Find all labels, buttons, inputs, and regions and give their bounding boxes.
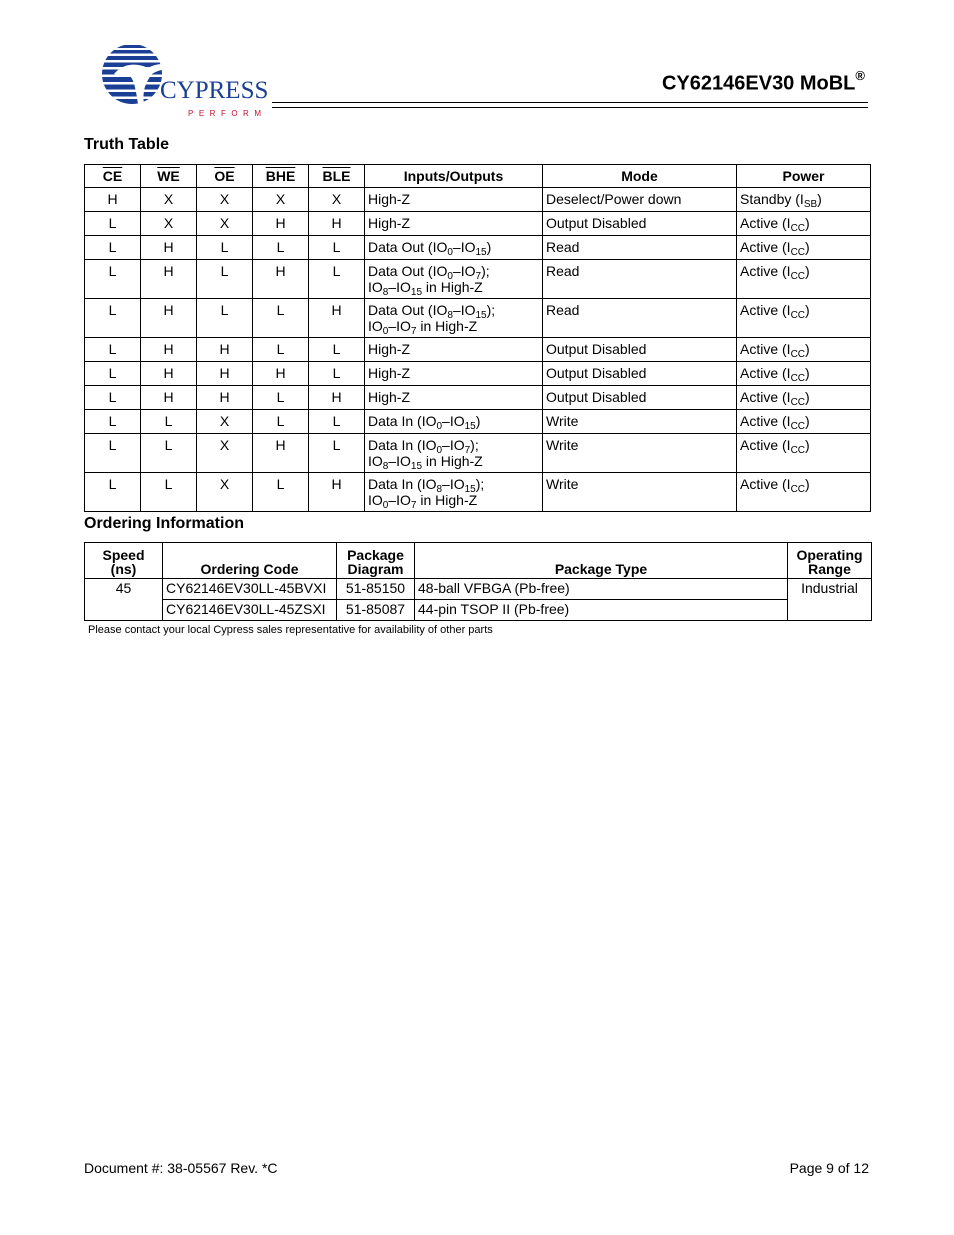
ble-cell: H: [309, 473, 365, 512]
document-title: CY62146EV30 MoBL®: [661, 68, 865, 95]
ce-cell: L: [85, 299, 141, 338]
col-package-diagram: Package Diagram: [337, 543, 415, 579]
table-row: [85, 600, 872, 621]
table-row: [85, 410, 871, 434]
power-cell: Active $(I_{CC})$: [737, 212, 871, 236]
package-diagram-cell: 51-85150: [337, 579, 415, 600]
oe-cell: X: [197, 473, 253, 512]
ce-cell: L: [85, 338, 141, 362]
speed-cell: 45: [85, 579, 163, 621]
table-row: [85, 236, 871, 260]
document-number: Document #: 38-05567 Rev. *C: [84, 1160, 278, 1176]
ce-cell: L: [85, 434, 141, 473]
bhe-cell: L: [253, 236, 309, 260]
bhe-cell: L: [253, 299, 309, 338]
col-ble: $\overline{BLE}$: [309, 165, 365, 188]
bhe-cell: L: [253, 410, 309, 434]
ble-cell: L: [309, 338, 365, 362]
power-cell: Standby $(I_{SB})$: [737, 188, 871, 212]
bhe-cell: H: [253, 434, 309, 473]
col-power: Power: [737, 165, 871, 188]
table-row: [85, 579, 872, 600]
ce-cell: L: [85, 362, 141, 386]
col-we: $\overline{WE}$: [141, 165, 197, 188]
ce-cell: L: [85, 260, 141, 299]
power-cell: Active $(I_{CC})$: [737, 434, 871, 473]
ce-cell: L: [85, 473, 141, 512]
ble-cell: L: [309, 236, 365, 260]
power-cell: Active $(I_{CC})$: [737, 386, 871, 410]
mode-cell: Read: [543, 299, 737, 338]
we-cell: H: [141, 362, 197, 386]
oe-cell: L: [197, 299, 253, 338]
ordering-heading: Ordering Information: [84, 515, 244, 532]
truth-table-heading: Truth Table: [84, 136, 170, 153]
power-cell: Active $(I_{CC})$: [737, 362, 871, 386]
power-cell: Active $(I_{CC})$: [737, 236, 871, 260]
we-cell: L: [141, 434, 197, 473]
oe-cell: H: [197, 362, 253, 386]
mode-cell: Read: [543, 236, 737, 260]
col-speed: Speed (ns): [85, 543, 163, 579]
ordering-table: [84, 542, 872, 621]
oe-cell: H: [197, 386, 253, 410]
col-operating-range: Operating Range: [788, 543, 872, 579]
bhe-cell: H: [253, 362, 309, 386]
ble-cell: L: [309, 362, 365, 386]
truth-table: [84, 164, 871, 512]
oe-cell: L: [197, 260, 253, 299]
mode-cell: Deselect/Power down: [543, 188, 737, 212]
table-row: [85, 188, 871, 212]
header-rule: [272, 107, 868, 108]
inputs-outputs-cell: High-Z: [365, 212, 543, 236]
bhe-cell: X: [253, 188, 309, 212]
mode-cell: Output Disabled: [543, 338, 737, 362]
inputs-outputs-cell: High-Z: [365, 386, 543, 410]
inputs-outputs-cell: Data In $(IO_0-IO_{15})$: [365, 410, 543, 434]
inputs-outputs-cell: Data In $(IO_0-IO_7)$; $IO_8-IO_{15}$ in High-Z: [365, 434, 543, 473]
we-cell: L: [141, 473, 197, 512]
mode-cell: Write: [543, 473, 737, 512]
power-cell: Active $(I_{CC})$: [737, 338, 871, 362]
inputs-outputs-cell: High-Z: [365, 362, 543, 386]
we-cell: X: [141, 188, 197, 212]
col-oe: $\overline{OE}$: [197, 165, 253, 188]
table-row: [85, 434, 871, 473]
table-row: [85, 386, 871, 410]
header-rule: [272, 102, 868, 103]
ordering-code-cell: CY62146EV30LL-45ZSXI: [163, 600, 337, 621]
oe-cell: X: [197, 410, 253, 434]
inputs-outputs-cell: High-Z: [365, 338, 543, 362]
col-mode: Mode: [543, 165, 737, 188]
power-cell: Active $(I_{CC})$: [737, 410, 871, 434]
col-ce: $\overline{CE}$: [85, 165, 141, 188]
bhe-cell: L: [253, 338, 309, 362]
cypress-logo: [84, 44, 274, 120]
we-cell: H: [141, 386, 197, 410]
ce-cell: L: [85, 410, 141, 434]
mode-cell: Write: [543, 434, 737, 473]
inputs-outputs-cell: High-Z: [365, 188, 543, 212]
bhe-cell: H: [253, 260, 309, 299]
ce-cell: L: [85, 212, 141, 236]
we-cell: H: [141, 338, 197, 362]
bhe-cell: L: [253, 386, 309, 410]
we-cell: H: [141, 260, 197, 299]
inputs-outputs-cell: Data Out $(IO_0-IO_7)$; $IO_8-IO_{15}$ in High-Z: [365, 260, 543, 299]
logo-tagline: PERFORM: [188, 109, 267, 118]
power-cell: Active $(I_{CC})$: [737, 260, 871, 299]
oe-cell: X: [197, 434, 253, 473]
bhe-cell: L: [253, 473, 309, 512]
we-cell: L: [141, 410, 197, 434]
we-cell: H: [141, 299, 197, 338]
col-package-type: Package Type: [415, 543, 788, 579]
col-inputs-outputs: Inputs/Outputs: [365, 165, 543, 188]
ble-cell: L: [309, 260, 365, 299]
ble-cell: H: [309, 386, 365, 410]
mode-cell: Output Disabled: [543, 386, 737, 410]
oe-cell: L: [197, 236, 253, 260]
mode-cell: Output Disabled: [543, 212, 737, 236]
mode-cell: Output Disabled: [543, 362, 737, 386]
table-row: [85, 299, 871, 338]
package-diagram-cell: 51-85087: [337, 600, 415, 621]
table-row: [85, 338, 871, 362]
inputs-outputs-cell: Data In $(IO_8-IO_{15})$; $IO_0-IO_7$ in High-Z: [365, 473, 543, 512]
ordering-header-row: [85, 543, 872, 579]
ce-cell: L: [85, 236, 141, 260]
oe-cell: H: [197, 338, 253, 362]
mode-cell: Read: [543, 260, 737, 299]
table-row: [85, 473, 871, 512]
power-cell: Active $(I_{CC})$: [737, 473, 871, 512]
we-cell: X: [141, 212, 197, 236]
we-cell: H: [141, 236, 197, 260]
col-bhe: $\overline{BHE}$: [253, 165, 309, 188]
logo-wordmark: CYPRESS: [160, 77, 269, 104]
ordering-note: Please contact your local Cypress sales representative for availability of other parts: [88, 624, 493, 636]
table-row: [85, 260, 871, 299]
oe-cell: X: [197, 212, 253, 236]
ble-cell: H: [309, 299, 365, 338]
mode-cell: Write: [543, 410, 737, 434]
package-type-cell: 44-pin TSOP II (Pb-free): [415, 600, 788, 621]
page-number: Page 9 of 12: [789, 1160, 869, 1176]
ce-cell: H: [85, 188, 141, 212]
ble-cell: L: [309, 410, 365, 434]
ordering-code-cell: CY62146EV30LL-45BVXI: [163, 579, 337, 600]
ble-cell: H: [309, 212, 365, 236]
ble-cell: L: [309, 434, 365, 473]
inputs-outputs-cell: Data Out $(IO_8-IO_{15})$; $IO_0-IO_7$ in High-Z: [365, 299, 543, 338]
oe-cell: X: [197, 188, 253, 212]
truth-table-header-row: [85, 165, 871, 188]
inputs-outputs-cell: Data Out $(IO_0-IO_{15})$: [365, 236, 543, 260]
ble-cell: X: [309, 188, 365, 212]
registered-mark: ®: [855, 68, 865, 83]
power-cell: Active $(I_{CC})$: [737, 299, 871, 338]
bhe-cell: H: [253, 212, 309, 236]
col-ordering-code: Ordering Code: [163, 543, 337, 579]
table-row: [85, 362, 871, 386]
ce-cell: L: [85, 386, 141, 410]
operating-range-cell: Industrial: [788, 579, 872, 621]
table-row: [85, 212, 871, 236]
package-type-cell: 48-ball VFBGA (Pb-free): [415, 579, 788, 600]
